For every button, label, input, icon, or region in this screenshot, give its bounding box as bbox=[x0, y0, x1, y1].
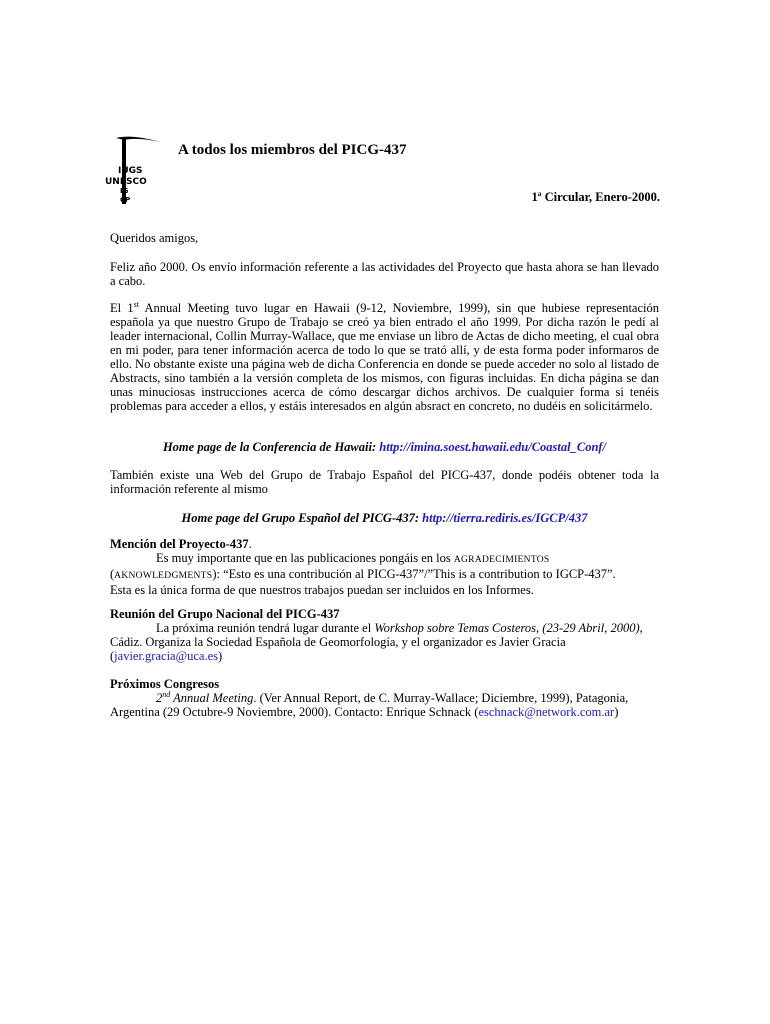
circular-date: 1ª Circular, Enero-2000. bbox=[531, 190, 660, 204]
reunion-text1: La próxima reunión tendrá lugar durante el bbox=[156, 621, 372, 635]
congresos-email-link[interactable]: eschnack@network.com.ar bbox=[478, 705, 615, 719]
reunion-heading: Reunión del Grupo Nacional del PICG-437 bbox=[110, 607, 340, 621]
mencion-line2: : “Esto es una contribución al PICG-437”/”This is a contribution to IGCP-437”. bbox=[216, 567, 616, 581]
reunion-email-link[interactable]: javier.gracia@uca.es bbox=[114, 649, 218, 663]
logo-text-cp: CP bbox=[120, 196, 131, 204]
igcp-logo bbox=[104, 134, 162, 204]
hawaii-homepage-line bbox=[110, 440, 659, 454]
congresos-meeting: Annual Meeting bbox=[170, 691, 254, 705]
meeting-paragraph bbox=[110, 301, 659, 413]
spanish-link[interactable]: http://tierra.rediris.es/IGCP/437 bbox=[422, 511, 588, 525]
logo-text-unesco: UNESCO bbox=[105, 177, 147, 187]
web-paragraph: También existe una Web del Grupo de Trabajo Español del PICG-437, donde podéis obtener toda la información referente al mismo bbox=[110, 468, 659, 496]
congresos-section: Próximos Congresos 2nd Annual Meeting. (Ver Annual Report, de C. Murray-Wallace; Diciembre, 1999), Patagonia, Argentina (29 Octubre-9 Noviembre, 2000). Contacto: Enrique Schnack (eschnack@network.com.ar) bbox=[110, 677, 659, 719]
mencion-section: Mención del Proyecto-437. Es muy importante que en las publicaciones pongáis en los AGRADECIMIENTOS (AKNOWLEDGMENTS): “Esto es una contribución al PICG-437”/”This is a contribution to IGCP-437”. Esta es la única forma de que nuestros trabajos puedan ser incluidos en los Informes. bbox=[110, 537, 659, 597]
mencion-line3: Esta es la única forma de que nuestros trabajos puedan ser incluidos en los Informes. bbox=[110, 583, 534, 597]
logo-text-iugs: IUGS bbox=[118, 166, 143, 176]
congresos-sup: nd bbox=[162, 689, 171, 699]
reunion-section: Reunión del Grupo Nacional del PICG-437 La próxima reunión tendrá lugar durante el Workshop sobre Temas Costeros, (23-29 Abril, 2000), Cádiz. Organiza la Sociedad Española de Geomorfología, y el organizador es Javier Gracia (javier.gracia@uca.es) bbox=[110, 607, 659, 663]
meeting-prefix: El 1 bbox=[110, 301, 134, 315]
hammer-logo-icon bbox=[104, 134, 162, 206]
page-title: A todos los miembros del PICG-437 bbox=[178, 142, 407, 158]
congresos-text: . (Ver Annual Report, de C. Murray-Wallace; Diciembre, 1999), Patagonia, Argentina (29 Octubre-9 Noviembre, 2000). Contacto: Enrique Schnack bbox=[110, 691, 629, 719]
congresos-num: 2 bbox=[156, 691, 163, 705]
mencion-heading-dot: . bbox=[248, 537, 252, 551]
mencion-line1: Es muy importante que en las publicaciones pongáis en los bbox=[156, 551, 451, 565]
hawaii-link[interactable]: http://imina.soest.hawaii.edu/Coastal_Conf/ bbox=[379, 440, 607, 454]
greeting: Queridos amigos, bbox=[110, 231, 199, 245]
congresos-heading: Próximos Congresos bbox=[110, 677, 220, 691]
spanish-label: Home page del Grupo Español del PICG-437: bbox=[181, 511, 420, 525]
mencion-heading: Mención del Proyecto-437 bbox=[110, 537, 249, 551]
mencion-sc1: AGRADECIMIENTOS bbox=[453, 555, 550, 565]
logo-text-ig: IG bbox=[120, 187, 129, 195]
intro-paragraph: Feliz año 2000. Os envío información referente a las actividades del Proyecto que hasta ahora se han llevado a cabo. bbox=[110, 260, 659, 288]
spanish-homepage-line bbox=[110, 511, 659, 525]
meeting-sup: st bbox=[133, 299, 139, 309]
reunion-workshop: Workshop sobre Temas Costeros, (23-29 Abril, 2000) bbox=[374, 621, 640, 635]
mencion-sc2: AKNOWLEDGMENTS bbox=[114, 571, 213, 581]
hawaii-label: Home page de la Conferencia de Hawaii: bbox=[162, 440, 377, 454]
reunion-text2: , Cádiz. Organiza la Sociedad Española de Geomorfología, y el organizador es Javier Gracia bbox=[110, 621, 643, 649]
meeting-text: Annual Meeting tuvo lugar en Hawaii (9-12, Noviembre, 1999), sin que hubiese representación española ya que nuestro Grupo de Trabajo se creó ya bien entrado el año 1999. Por dicha razón le pedí al leader internacional, Collin Murray-Wallace, que me enviase un libro de Actas de dicho meeting, el cual obra en mi poder, para tener información acerca de todo lo que se trató allí, y de esta forma poder informaros de ello. No obstante existe una página web de dicha Conferencia en donde se puede acceder no solo al listado de Abstracts, sino también a la versión completa de los mismos, con figuras incluidas. En dicha página se dan unas minuciosas instrucciones acerca de cómo descargar dichos archivos. De cualquier forma si tenéis problemas para acceder a ellos, y estáis interesados en algún absract en concreto, no dudéis en solicitármelo. bbox=[110, 301, 660, 413]
